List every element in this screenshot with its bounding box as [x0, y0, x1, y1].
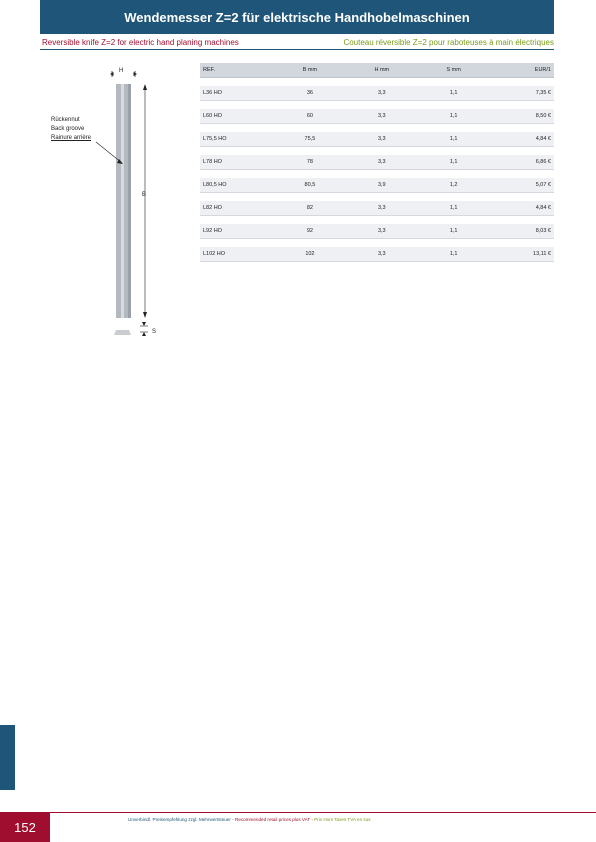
groove-label-fr: Rainure arrière [51, 135, 92, 141]
footer-note [128, 817, 371, 822]
dimension-h-label: H [119, 68, 124, 74]
table-row [200, 109, 554, 124]
column-header-price: EUR/1 [490, 63, 554, 78]
cell-ref: L36 HO [200, 86, 274, 101]
column-header-h: H mm [346, 63, 418, 78]
table-row [200, 224, 554, 239]
column-header-b: B mm [274, 63, 346, 78]
cell-s: 1,1 [418, 224, 490, 239]
cell-ref: L78 HO [200, 155, 274, 170]
table-row [200, 86, 554, 101]
cell-h: 3,3 [346, 201, 418, 216]
cell-s: 1,1 [418, 132, 490, 147]
page-title: Wendemesser Z=2 für elektrische Handhobelmaschinen [124, 9, 470, 25]
cell-b: 60 [274, 109, 346, 124]
cell-ref: L80,5 HO [200, 178, 274, 193]
cell-price: 8,50 € [490, 109, 554, 124]
page-number-text: 152 [14, 819, 36, 835]
column-header-ref: REF. [200, 63, 274, 78]
footer-note-en: Recommended retail prices plus VAT [235, 817, 311, 822]
cell-ref: L92 HO [200, 224, 274, 239]
subtitle-english: Reversible knife Z=2 for electric hand planing machines [42, 38, 239, 47]
chapter-tab [0, 725, 15, 790]
cell-s: 1,1 [418, 247, 490, 262]
table-row [200, 132, 554, 147]
dimension-b-label: B [142, 192, 147, 198]
cell-s: 1,1 [418, 201, 490, 216]
table-row [200, 201, 554, 216]
cell-ref: L75,5 HO [200, 132, 274, 147]
cell-h: 3,3 [346, 132, 418, 147]
cell-s: 1,1 [418, 155, 490, 170]
footer-note-fr: Prix Hors Taxes TVA en sus [314, 817, 371, 822]
header-divider [40, 49, 554, 50]
dimension-s-label: S [152, 329, 157, 335]
cell-price: 4,84 € [490, 201, 554, 216]
cell-h: 3,3 [346, 247, 418, 262]
groove-label-de: Rückennut [51, 117, 80, 123]
cell-price: 7,35 € [490, 86, 554, 101]
cell-b: 75,5 [274, 132, 346, 147]
cell-b: 80,5 [274, 178, 346, 193]
cell-h: 3,3 [346, 86, 418, 101]
cell-ref: L60 HO [200, 109, 274, 124]
footer-divider [50, 812, 596, 813]
cell-s: 1,2 [418, 178, 490, 193]
cell-h: 3,3 [346, 155, 418, 170]
cell-ref: L82 HO [200, 201, 274, 216]
cell-b: 82 [274, 201, 346, 216]
subtitle-french: Couteau réversible Z=2 pour raboteuses à main électriques [343, 38, 554, 47]
cell-s: 1,1 [418, 109, 490, 124]
table-row [200, 178, 554, 193]
price-table [200, 63, 554, 262]
cell-price: 5,07 € [490, 178, 554, 193]
cell-price: 8,03 € [490, 224, 554, 239]
cell-b: 102 [274, 247, 346, 262]
footer-note-de: Unverbindl. Preisempfehlung zzgl. Mehrwertsteuer [128, 817, 231, 822]
cell-ref: L102 HO [200, 247, 274, 262]
groove-label-en: Back groove [51, 126, 85, 132]
table-row [200, 155, 554, 170]
cell-price: 4,84 € [490, 132, 554, 147]
cell-b: 36 [274, 86, 346, 101]
cell-h: 3,9 [346, 178, 418, 193]
cell-b: 92 [274, 224, 346, 239]
cell-price: 6,86 € [490, 155, 554, 170]
knife-drawing [40, 60, 190, 360]
cell-b: 78 [274, 155, 346, 170]
cell-h: 3,3 [346, 224, 418, 239]
table-header-row [200, 63, 554, 78]
cell-price: 13,11 € [490, 247, 554, 262]
page-number [0, 812, 50, 842]
cell-s: 1,1 [418, 86, 490, 101]
cell-h: 3,3 [346, 109, 418, 124]
table-row [200, 247, 554, 262]
footer-separator: - [310, 817, 315, 822]
page-title-bar [40, 0, 554, 34]
footer-separator: - [230, 817, 235, 822]
knife-diagram [40, 60, 190, 360]
column-header-s: S mm [418, 63, 490, 78]
